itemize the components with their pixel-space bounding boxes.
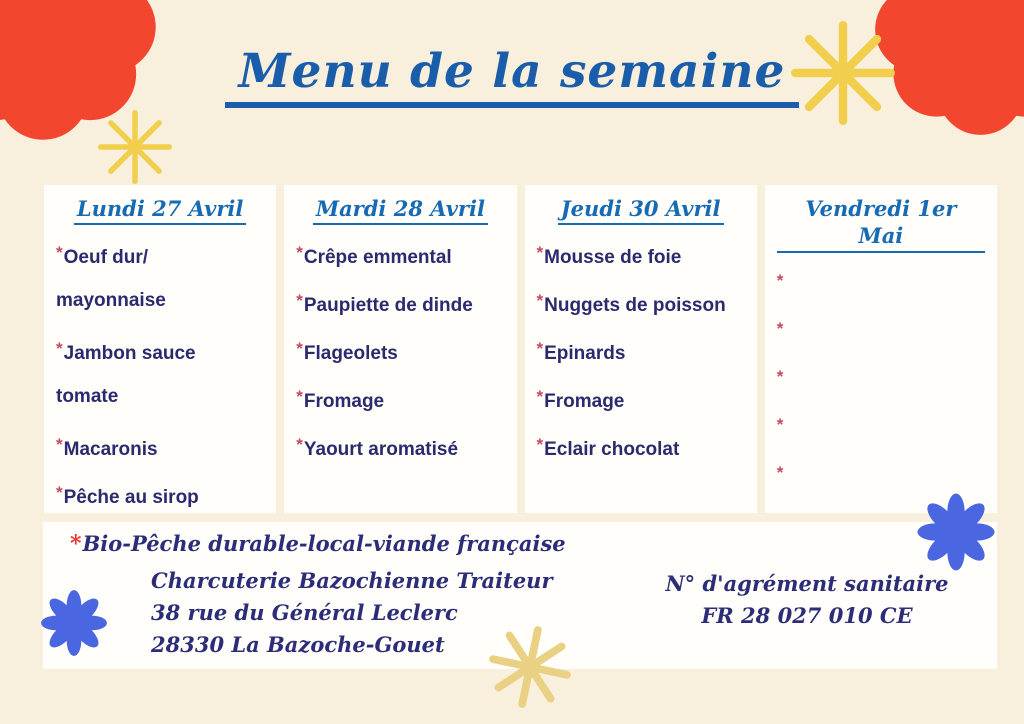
item-text: Eclair chocolat	[544, 439, 680, 461]
item-text: Fromage	[544, 391, 625, 413]
menu-item-empty	[777, 353, 985, 401]
item-marker: *	[56, 243, 63, 263]
item-marker: *	[776, 318, 784, 338]
sanitary-agreement	[647, 568, 967, 632]
menu-item-empty	[777, 401, 985, 449]
legend-marker: *	[70, 531, 82, 557]
item-marker: *	[296, 339, 303, 359]
item-text: Nuggets de poisson	[544, 295, 726, 317]
menu-item-continuation	[56, 277, 264, 325]
menu-item	[56, 229, 264, 277]
item-text: Jambon sauce	[63, 343, 196, 365]
item-marker: *	[536, 291, 544, 311]
menu-item	[537, 277, 745, 325]
item-marker: *	[536, 387, 544, 407]
address-line-2: 28330 La Bazoche-Gouet	[151, 632, 445, 657]
item-marker: *	[56, 339, 63, 359]
item-marker: *	[296, 435, 303, 455]
day-card-lundi	[44, 185, 276, 513]
item-text: Mousse de foie	[544, 247, 682, 269]
item-marker: *	[296, 243, 303, 263]
menu-item-empty	[777, 257, 985, 305]
legend-text: Bio-Pêche durable-local-viande française	[82, 531, 566, 556]
item-marker: *	[776, 270, 784, 290]
agreement-number: FR 28 027 010 CE	[701, 603, 913, 628]
menu-item	[537, 373, 745, 421]
item-marker: *	[296, 387, 303, 407]
item-marker: *	[56, 435, 63, 455]
day-card-mardi	[284, 185, 516, 513]
menu-item	[56, 421, 264, 469]
menu-item-empty	[777, 449, 985, 497]
day-title: Vendredi 1er Mai	[777, 195, 985, 253]
address-line-1: 38 rue du Général Leclerc	[151, 600, 458, 625]
agreement-label: N° d'agrément sanitaire	[665, 571, 949, 596]
menu-item-continuation	[56, 373, 264, 421]
item-marker: *	[776, 414, 784, 434]
footer-address	[151, 565, 553, 661]
day-cards	[44, 185, 997, 513]
page-title	[0, 46, 1024, 108]
item-marker: *	[296, 291, 303, 311]
item-text: Crêpe emmental	[303, 247, 452, 269]
menu-item	[537, 229, 745, 277]
menu-item	[56, 469, 264, 517]
menu-item	[296, 277, 504, 325]
item-marker: *	[536, 435, 544, 455]
day-title: Jeudi 30 Avril	[537, 195, 745, 225]
menu-item	[56, 325, 264, 373]
item-text: mayonnaise	[56, 290, 166, 312]
menu-item	[296, 421, 504, 469]
item-text: Fromage	[303, 391, 385, 413]
item-text: Macaronis	[63, 439, 158, 461]
item-marker: *	[776, 462, 784, 482]
menu-item-empty	[777, 305, 985, 353]
item-text: Pêche au sirop	[63, 487, 199, 509]
item-marker: *	[536, 243, 544, 263]
item-text: Oeuf dur/	[63, 247, 149, 269]
footer-bar	[43, 522, 997, 669]
item-text: Yaourt aromatisé	[303, 439, 459, 461]
menu-item	[296, 325, 504, 373]
day-title: Lundi 27 Avril	[56, 195, 264, 225]
sparkle-star-icon	[96, 108, 174, 186]
menu-item	[296, 229, 504, 277]
item-marker: *	[536, 339, 544, 359]
footer-legend	[70, 531, 566, 557]
item-text: Epinards	[544, 343, 626, 365]
item-text: Flageolets	[303, 343, 398, 365]
day-title: Mardi 28 Avril	[296, 195, 504, 225]
item-marker: *	[776, 366, 784, 386]
business-name: Charcuterie Bazochienne Traiteur	[151, 568, 553, 593]
menu-item	[296, 373, 504, 421]
item-marker: *	[56, 483, 63, 503]
page-title-text: Menu de la semaine	[225, 46, 800, 108]
menu-item	[537, 421, 745, 469]
menu-item	[537, 325, 745, 373]
day-card-vendredi	[765, 185, 997, 513]
item-text: tomate	[56, 386, 119, 408]
item-text: Paupiette de dinde	[303, 295, 473, 317]
day-card-jeudi	[525, 185, 757, 513]
